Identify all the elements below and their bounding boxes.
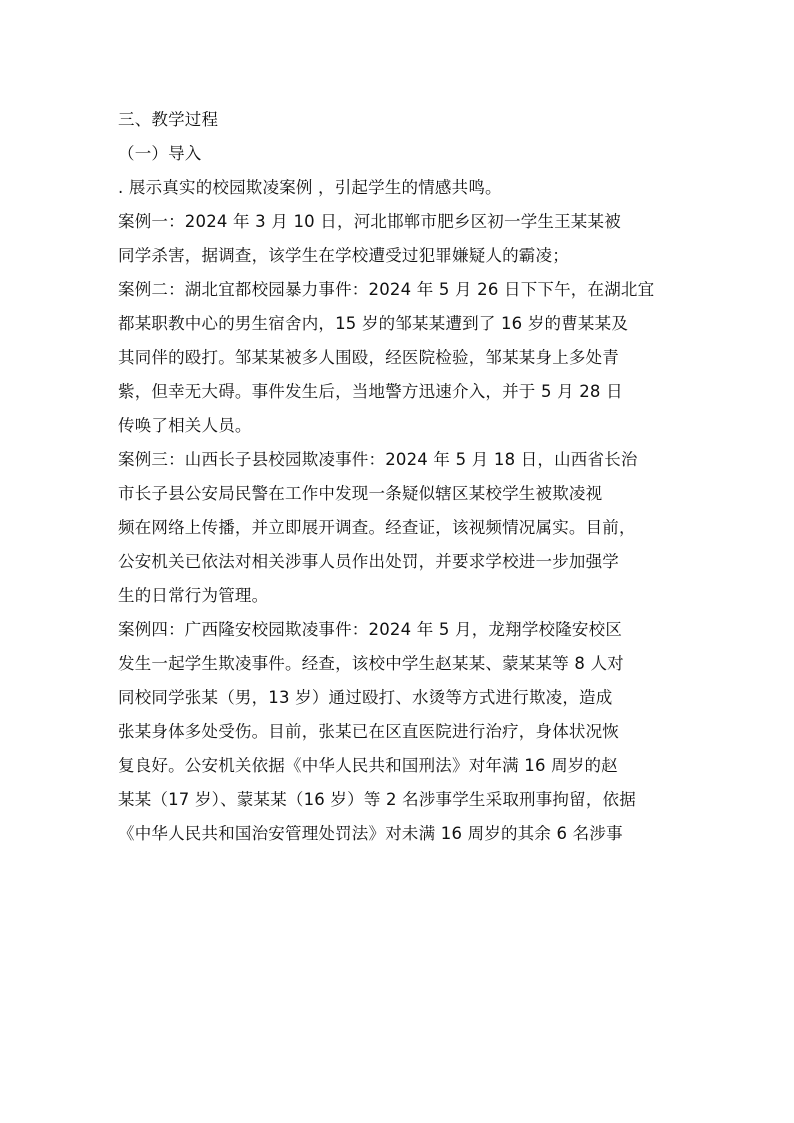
text-line: 张某身体多处受伤。目前，张某已在区直医院进行治疗，身体状况恢 <box>118 722 619 741</box>
text-line: 都某职教中心的男生宿舍内，15 岁的邹某某遭到了 16 岁的曹某某及 <box>118 314 629 333</box>
case-1-paragraph <box>118 205 678 273</box>
text-line: 公安机关已依法对相关涉事人员作出处罚，并要求学校进一步加强学 <box>118 552 619 571</box>
case-4-paragraph <box>118 613 678 851</box>
text-line: 《中华人民共和国治安管理处罚法》对未满 16 周岁的其余 6 名涉事 <box>118 824 623 843</box>
text-line: 案例二：湖北宜都校园暴力事件：2024 年 5 月 26 日下下午，在湖北宜 <box>118 280 655 299</box>
text-line: 传唤了相关人员。 <box>118 416 252 435</box>
text-line: 发生一起学生欺凌事件。经查，该校中学生赵某某、蒙某某等 8 人对 <box>118 654 624 673</box>
text-line: 同学杀害，据调查，该学生在学校遭受过犯罪嫌疑人的霸凌； <box>118 246 569 265</box>
text-line: 案例四：广西隆安校园欺凌事件：2024 年 5 月，龙翔学校隆安校区 <box>118 620 623 639</box>
section-heading: 三、教学过程 <box>118 110 219 129</box>
text-line: 某某（17 岁）、蒙某某（16 岁）等 2 名涉事学生采取刑事拘留，依据 <box>118 790 636 809</box>
case-3-paragraph <box>118 443 678 613</box>
text-line: 复良好。公安机关依据《中华人民共和国刑法》对年满 16 周岁的赵 <box>118 756 618 775</box>
text-line: 其同伴的殴打。邹某某被多人围殴，经医院检验，邹某某身上多处青 <box>118 348 619 367</box>
text-line: 市长子县公安局民警在工作中发现一条疑似辖区某校学生被欺凌视 <box>118 484 603 503</box>
case-2-paragraph <box>118 273 678 443</box>
intro-paragraph: . 展示真实的校园欺凌案例 ，引起学生的情感共鸣。 <box>118 178 502 197</box>
subsection-heading: （一）导入 <box>118 144 202 163</box>
text-line: 紫，但幸无大碍。事件发生后，当地警方迅速介入，并于 5 月 28 日 <box>118 382 623 401</box>
text-line: 案例三：山西长子县校园欺凌事件：2024 年 5 月 18 日，山西省长治 <box>118 450 638 469</box>
text-line: 同校同学张某（男，13 岁）通过殴打、水烫等方式进行欺凌，造成 <box>118 688 613 707</box>
text-line: 频在网络上传播，并立即展开调查。经查证，该视频情况属实。目前， <box>118 518 636 537</box>
text-line: 生的日常行为管理。 <box>118 586 269 605</box>
document-page <box>118 103 678 851</box>
text-line: 案例一：2024 年 3 月 10 日，河北邯郸市肥乡区初一学生王某某被 <box>118 212 621 231</box>
